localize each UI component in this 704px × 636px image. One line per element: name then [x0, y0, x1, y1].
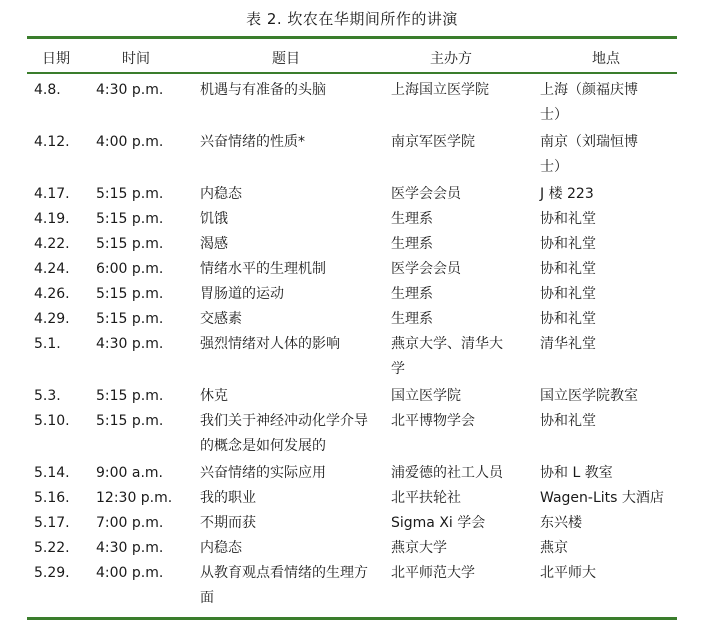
cell-host: 生理系: [391, 286, 433, 302]
cell-topic: 不期而获: [200, 515, 256, 531]
cell-host: 生理系: [391, 236, 433, 252]
table-row: [0, 486, 704, 511]
cell-topic: 我们关于神经冲动化学介导的概念是如何发展的: [200, 413, 368, 454]
cell-date: 5.16.: [34, 490, 70, 506]
cell-place: 协和礼堂: [540, 311, 596, 327]
cell-topic: 情绪水平的生理机制: [200, 261, 326, 277]
table-row: [0, 257, 704, 282]
cell-topic: 胃肠道的运动: [200, 286, 284, 302]
cell-time: 6:00 p.m.: [96, 261, 164, 277]
cell-place: 东兴楼: [540, 515, 582, 531]
cell-topic: 交感素: [200, 311, 242, 327]
cell-date: 4.29.: [34, 311, 70, 327]
cell-date: 4.24.: [34, 261, 70, 277]
cell-date: 4.8.: [34, 82, 61, 98]
table-header: [0, 48, 704, 68]
cell-place: Wagen-Lits 大酒店: [540, 490, 664, 506]
cell-time: 9:00 a.m.: [96, 465, 164, 481]
cell-topic: 休克: [200, 388, 228, 404]
cell-host: 北平博物学会: [391, 413, 475, 429]
cell-time: 5:15 p.m.: [96, 311, 164, 327]
table-row: [0, 384, 704, 409]
cell-topic: 我的职业: [200, 490, 256, 506]
cell-topic: 从教育观点看情绪的生理方面: [200, 565, 368, 606]
cell-time: 4:30 p.m.: [96, 540, 164, 556]
cell-date: 5.1.: [34, 336, 61, 352]
table-row: [0, 511, 704, 536]
cell-host: 南京军医学院: [391, 134, 475, 150]
header-place: 地点: [592, 51, 620, 67]
cell-host: 医学会会员: [391, 261, 461, 277]
cell-topic: 机遇与有准备的头脑: [200, 82, 326, 98]
cell-host: 北平师范大学: [391, 565, 475, 581]
cell-topic: 渴感: [200, 236, 228, 252]
cell-time: 4:00 p.m.: [96, 565, 164, 581]
cell-place: 协和礼堂: [540, 286, 596, 302]
cell-host: Sigma Xi 学会: [391, 515, 486, 531]
cell-place: 协和 L 教室: [540, 465, 613, 481]
cell-place: 清华礼堂: [540, 336, 596, 352]
cell-host: 医学会会员: [391, 186, 461, 202]
cell-host: 浦爱德的社工人员: [391, 465, 503, 481]
cell-time: 4:30 p.m.: [96, 82, 164, 98]
cell-topic: 强烈情绪对人体的影响: [200, 336, 340, 352]
table-row: [0, 182, 704, 207]
cell-host: 燕京大学、清华大学: [391, 336, 503, 377]
cell-host: 燕京大学: [391, 540, 447, 556]
cell-host: 上海国立医学院: [391, 82, 489, 98]
table-top-rule: [27, 36, 677, 39]
cell-time: 4:00 p.m.: [96, 134, 164, 150]
table-body: [0, 78, 704, 613]
cell-place: 协和礼堂: [540, 261, 596, 277]
cell-topic: 饥饿: [200, 211, 228, 227]
cell-date: 4.22.: [34, 236, 70, 252]
table-row: [0, 207, 704, 232]
table-row: [0, 232, 704, 257]
cell-date: 5.29.: [34, 565, 70, 581]
header-host: 主办方: [430, 51, 472, 67]
cell-host: 国立医学院: [391, 388, 461, 404]
cell-date: 5.14.: [34, 465, 70, 481]
table-row: [0, 332, 704, 384]
cell-time: 5:15 p.m.: [96, 413, 164, 429]
header-topic: 题目: [272, 51, 300, 67]
cell-place: 协和礼堂: [540, 211, 596, 227]
cell-place: 国立医学院教室: [540, 388, 638, 404]
cell-date: 5.3.: [34, 388, 61, 404]
cell-time: 7:00 p.m.: [96, 515, 164, 531]
cell-topic: 兴奋情绪的实际应用: [200, 465, 326, 481]
cell-time: 5:15 p.m.: [96, 211, 164, 227]
table-row: [0, 536, 704, 561]
cell-topic: 内稳态: [200, 186, 242, 202]
cell-place: 北平师大: [540, 565, 596, 581]
table-row: [0, 409, 704, 461]
cell-host: 北平扶轮社: [391, 490, 461, 506]
cell-time: 4:30 p.m.: [96, 336, 164, 352]
cell-place: J 楼 223: [540, 186, 594, 202]
table-bottom-rule: [27, 617, 677, 620]
cell-date: 5.10.: [34, 413, 70, 429]
table-row: [0, 78, 704, 130]
table-row: [0, 561, 704, 613]
cell-date: 4.17.: [34, 186, 70, 202]
cell-date: 4.12.: [34, 134, 70, 150]
cell-host: 生理系: [391, 211, 433, 227]
cell-time: 5:15 p.m.: [96, 286, 164, 302]
table-row: [0, 307, 704, 332]
cell-time: 12:30 p.m.: [96, 490, 173, 506]
table-caption: 表 2. 坎农在华期间所作的讲演: [246, 10, 458, 28]
cell-time: 5:15 p.m.: [96, 186, 164, 202]
cell-date: 4.19.: [34, 211, 70, 227]
cell-place: 燕京: [540, 540, 568, 556]
header-time: 时间: [122, 51, 150, 67]
cell-date: 5.22.: [34, 540, 70, 556]
table-row: [0, 282, 704, 307]
table-header-rule: [27, 72, 677, 74]
cell-host: 生理系: [391, 311, 433, 327]
table-row: [0, 130, 704, 182]
cell-time: 5:15 p.m.: [96, 236, 164, 252]
cell-place: 协和礼堂: [540, 413, 596, 429]
cell-place: 上海（颜福庆博士）: [540, 82, 638, 123]
cell-topic: 内稳态: [200, 540, 242, 556]
cell-topic: 兴奋情绪的性质*: [200, 134, 305, 150]
cell-time: 5:15 p.m.: [96, 388, 164, 404]
table-row: [0, 461, 704, 486]
cell-date: 4.26.: [34, 286, 70, 302]
cell-date: 5.17.: [34, 515, 70, 531]
cell-place: 南京（刘瑞恒博士）: [540, 134, 638, 175]
header-date: 日期: [42, 51, 70, 67]
cell-place: 协和礼堂: [540, 236, 596, 252]
